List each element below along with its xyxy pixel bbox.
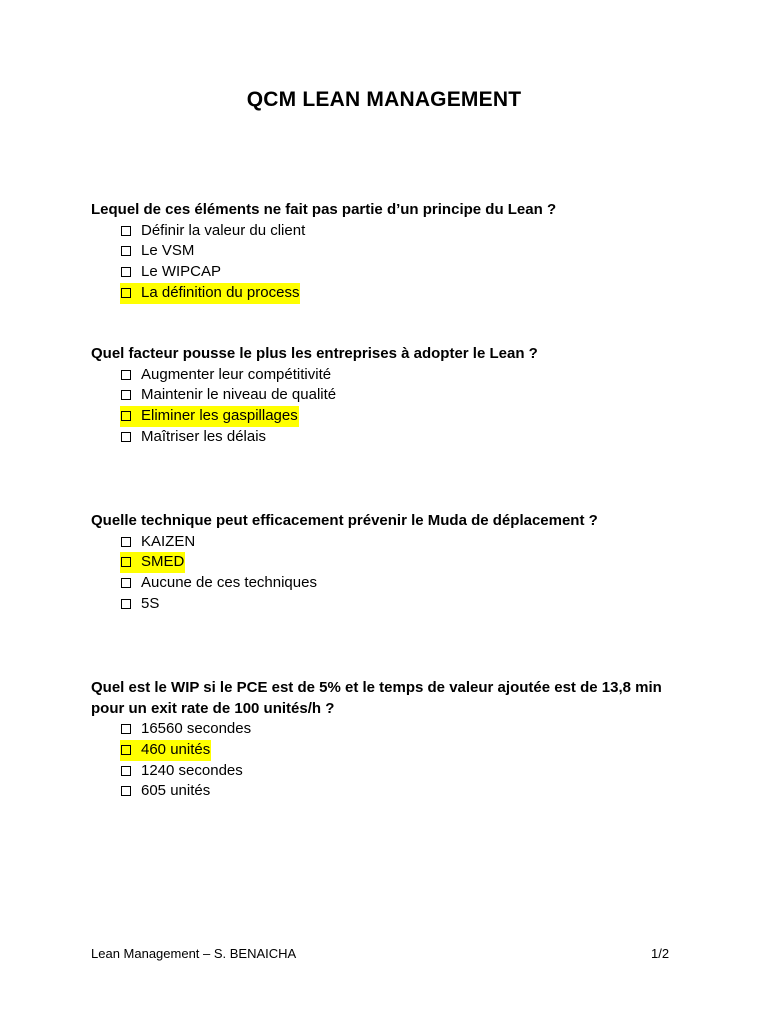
question-text: Quelle technique peut efficacement prévenir le Muda de déplacement ? — [91, 512, 598, 529]
option-item[interactable] — [120, 594, 691, 615]
checkbox-icon[interactable] — [121, 226, 131, 236]
option-label: 460 unités — [141, 740, 211, 758]
checkbox-icon[interactable] — [121, 557, 131, 567]
page-title: QCM LEAN MANAGEMENT — [246, 88, 522, 111]
option-item[interactable] — [120, 241, 691, 262]
option-label: 16560 secondes — [141, 720, 252, 737]
option-label: Le VSM — [141, 242, 195, 260]
option-item[interactable] — [120, 740, 691, 761]
checkbox-icon[interactable] — [121, 766, 131, 776]
option-item[interactable] — [120, 221, 691, 242]
option-item[interactable] — [120, 385, 691, 406]
option-content — [120, 719, 252, 740]
checkbox-icon[interactable] — [121, 745, 131, 755]
option-label: 605 unités — [141, 782, 211, 800]
option-label: Eliminer les gaspillages — [141, 407, 298, 425]
option-label: KAIZEN — [141, 532, 196, 550]
checkbox-icon[interactable] — [121, 370, 131, 380]
options-list — [91, 719, 691, 802]
option-content — [120, 781, 211, 802]
checkbox-icon[interactable] — [121, 288, 131, 298]
question-text: Quel est le WIP si le PCE est de 5% et le temps de valeur ajoutée est de 13,8 min pour un exit rate de 100 unités/h ? — [91, 679, 662, 717]
options-list — [91, 221, 691, 304]
question-3 — [91, 511, 691, 615]
option-label: 1240 secondes — [141, 761, 243, 779]
options-list — [91, 532, 691, 615]
option-content — [120, 385, 337, 406]
option-item[interactable] — [120, 761, 691, 782]
option-content — [120, 427, 267, 448]
option-content — [120, 552, 185, 573]
option-content — [120, 365, 332, 386]
option-label: Maintenir le niveau de qualité — [141, 386, 337, 404]
option-label: 5S — [141, 594, 160, 612]
option-content — [120, 761, 244, 782]
checkbox-icon[interactable] — [121, 267, 131, 277]
option-content — [120, 262, 222, 283]
checkbox-icon[interactable] — [121, 411, 131, 421]
option-content — [120, 594, 160, 615]
option-item[interactable] — [120, 262, 691, 283]
option-item[interactable] — [120, 781, 691, 802]
option-item[interactable] — [120, 283, 691, 304]
question-4 — [91, 678, 691, 802]
question-2 — [91, 344, 691, 448]
option-content — [120, 283, 300, 304]
option-label: Aucune de ces techniques — [141, 574, 317, 592]
checkbox-icon[interactable] — [121, 599, 131, 609]
option-item[interactable] — [120, 365, 691, 386]
option-label: Le WIPCAP — [141, 263, 222, 281]
option-content — [120, 241, 195, 262]
checkbox-icon[interactable] — [121, 578, 131, 588]
option-content — [120, 406, 299, 427]
checkbox-icon[interactable] — [121, 432, 131, 442]
option-content — [120, 573, 318, 594]
option-content — [120, 221, 306, 242]
checkbox-icon[interactable] — [121, 537, 131, 547]
option-label: SMED — [141, 553, 185, 571]
option-item[interactable] — [120, 532, 691, 553]
option-label: Définir la valeur du client — [141, 221, 306, 239]
option-content — [120, 532, 196, 553]
options-list — [91, 365, 691, 448]
option-content — [120, 740, 211, 761]
option-label: La définition du process — [141, 283, 300, 301]
option-item[interactable] — [120, 552, 691, 573]
option-item[interactable] — [120, 427, 691, 448]
question-text: Quel facteur pousse le plus les entreprises à adopter le Lean ? — [91, 345, 538, 362]
option-item[interactable] — [120, 719, 691, 740]
question-1 — [91, 200, 691, 304]
footer-author: Lean Management – S. BENAICHA — [91, 946, 297, 961]
checkbox-icon[interactable] — [121, 246, 131, 256]
option-label: Maîtriser les délais — [141, 427, 267, 445]
option-item[interactable] — [120, 406, 691, 427]
footer-page-number: 1/2 — [651, 946, 670, 961]
option-item[interactable] — [120, 573, 691, 594]
option-label: Augmenter leur compétitivité — [141, 365, 332, 383]
question-text: Lequel de ces éléments ne fait pas partie d’un principe du Lean ? — [91, 201, 557, 218]
checkbox-icon[interactable] — [121, 724, 131, 734]
checkbox-icon[interactable] — [121, 390, 131, 400]
checkbox-icon[interactable] — [121, 786, 131, 796]
